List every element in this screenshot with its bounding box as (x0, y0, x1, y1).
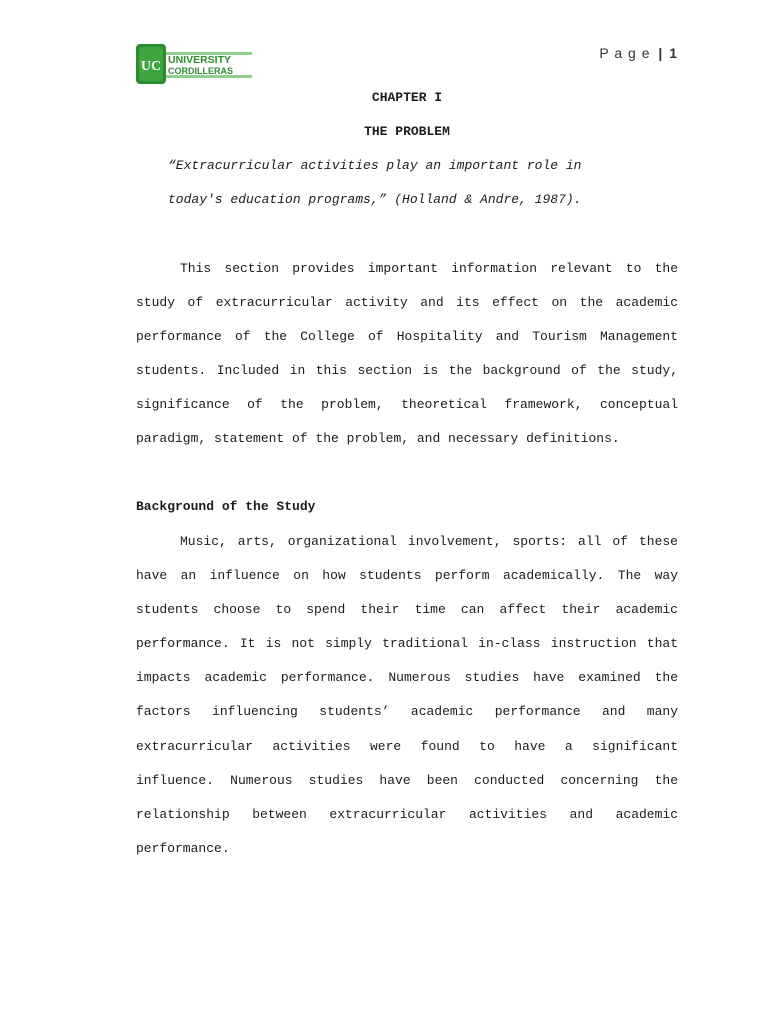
page-separator: | (658, 45, 664, 61)
svg-text:CORDILLERAS: CORDILLERAS (168, 66, 233, 76)
chapter-number: CHAPTER I (371, 90, 443, 105)
background-paragraph: Music, arts, organizational involvement, sports: all of these have an influence on how students perform academically. The way students choose to spend their time can affect their academic performance. It is not simply traditional in-class instruction that impacts academic performance. Numerous studies have examined the factors influencing students’ academic performance and many extracurricular activities were found to have a significant influence. Numerous studies have been conducted concerning the relationship between extracurricular activities and academic performance. (136, 534, 678, 856)
epigraph-line-2: today's education programs,” (Holland & Andre, 1987). (168, 192, 582, 207)
page-label: P a g e (599, 45, 651, 61)
section-heading-background: Background of the Study (136, 499, 316, 514)
chapter-title: THE PROBLEM (364, 124, 450, 139)
epigraph-line-1: “Extracurricular activities play an important role in (168, 158, 582, 173)
page-number: 1 (669, 45, 678, 61)
university-logo (136, 44, 254, 86)
page-number-indicator (599, 45, 678, 61)
svg-text:UC: UC (140, 59, 162, 74)
svg-text:UNIVERSITY: UNIVERSITY (168, 54, 232, 66)
intro-paragraph: This section provides important information relevant to the study of extracurricular activity and its effect on the academic performance of the College of Hospitality and Tourism Management students. Included in this section is the background of the study, significance of the problem, theoretical framework, conceptual paradigm, statement of the problem, and necessary definitions. (136, 261, 678, 447)
